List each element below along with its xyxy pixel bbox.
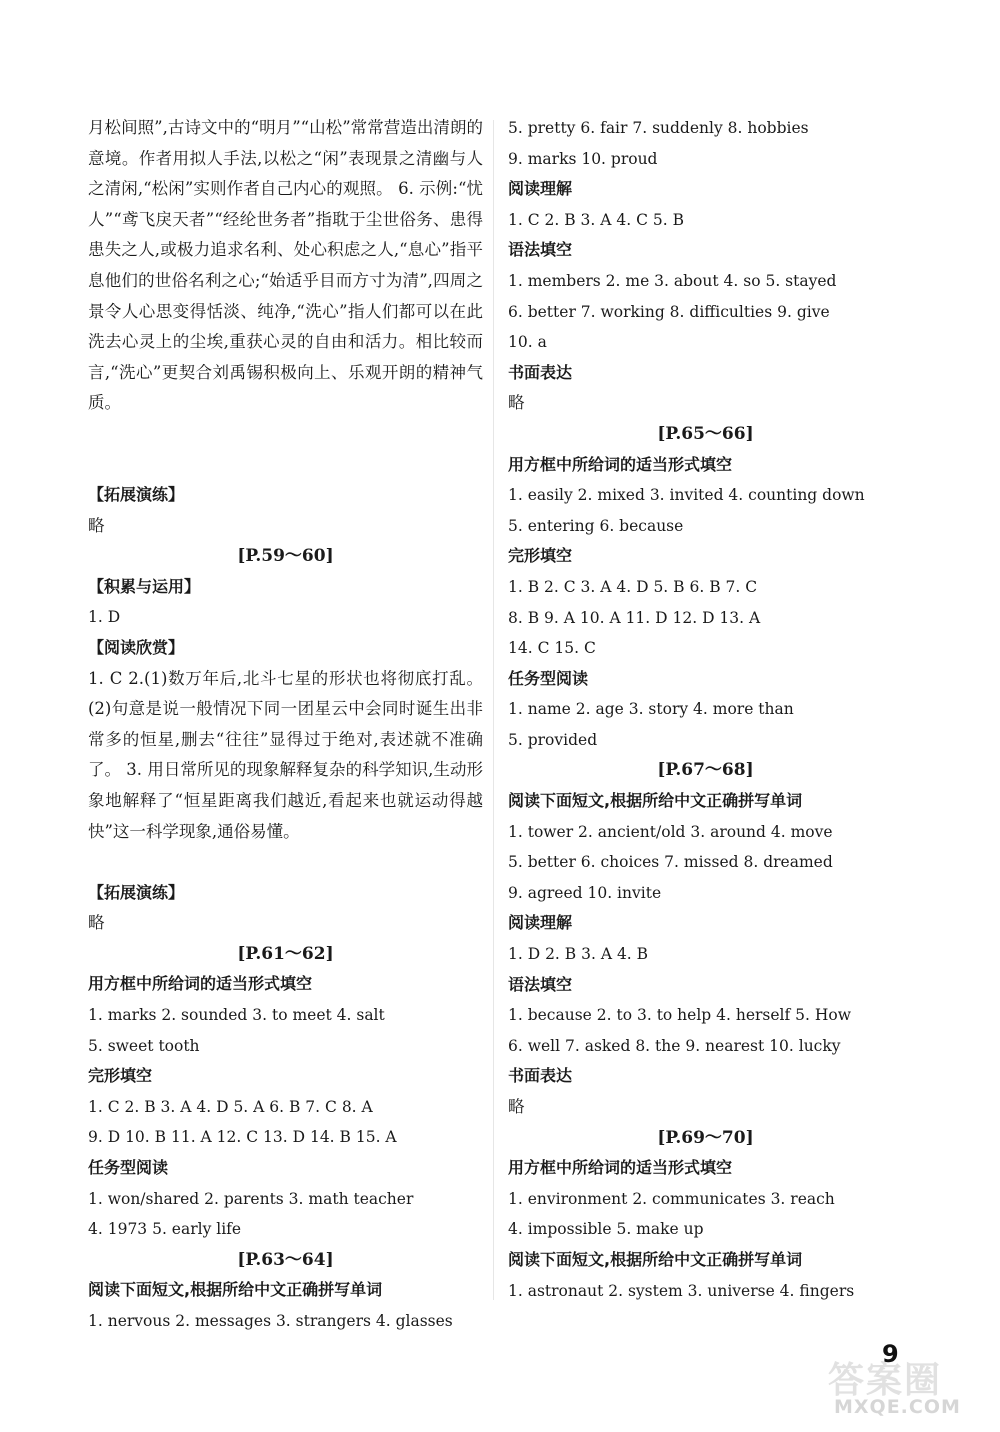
section-heading-spelling: 阅读下面短文,根据所给中文正确拼写单词	[88, 1280, 383, 1300]
section-heading-fill-blank: 用方框中所给词的适当形式填空	[88, 974, 313, 994]
answer-line: 1. C 2. B 3. A 4. D 5. A 6. B 7. C 8. A	[88, 1097, 373, 1116]
answer-line: 14. C 15. C	[508, 639, 596, 658]
page-range-heading: [P.59～60]	[237, 546, 334, 567]
reading-answer-paragraph: 1. C 2.(1)数万年后,北斗七星的形状也将彻底打乱。 (2)句意是说一般情况下同一团星云中会同时诞生出非常多的恒星,删去“往往”显得过于绝对,表述就不准确了。 3. 用日常所见的现象解释复杂的科学知识,生动形象地解释了“恒星距离我们越近,看起来也就运动得越快”这一科学现象,通俗易懂。	[88, 668, 483, 841]
answer-line: 1. nervous 2. messages 3. strangers 4. glasses	[88, 1311, 453, 1330]
answer-line: 6. better 7. working 8. difficulties 9. give	[508, 302, 830, 321]
answer-omitted: 略	[508, 393, 525, 413]
section-heading-spelling: 阅读下面短文,根据所给中文正确拼写单词	[508, 791, 803, 811]
answer-line: 1. C 2. B 3. A 4. C 5. B	[508, 210, 684, 229]
answer-omitted: 略	[88, 913, 105, 933]
answer-line: 5. sweet tooth	[88, 1036, 200, 1055]
answer-line: 1. D	[88, 608, 121, 627]
column-divider	[493, 120, 494, 1300]
watermark-logo-text: 答案圈	[828, 1360, 943, 1401]
section-heading-reading: 阅读理解	[508, 913, 573, 933]
watermark-url-text: MXQE.COM	[834, 1396, 961, 1418]
answer-line: 9. D 10. B 11. A 12. C 13. D 14. B 15. A	[88, 1128, 397, 1147]
section-heading-extension: 【拓展演练】	[88, 882, 185, 902]
answer-omitted: 略	[508, 1097, 525, 1116]
page-range-heading: [P.67～68]	[657, 760, 754, 781]
answer-line: 8. B 9. A 10. A 11. D 12. D 13. A	[508, 608, 761, 627]
section-heading-writing: 书面表达	[508, 1066, 573, 1086]
section-heading-task-reading: 任务型阅读	[88, 1157, 169, 1177]
answer-line: 5. entering 6. because	[508, 516, 684, 535]
section-heading-spelling: 阅读下面短文,根据所给中文正确拼写单词	[508, 1249, 803, 1269]
section-heading-writing: 书面表达	[508, 362, 573, 382]
answer-line: 1. won/shared 2. parents 3. math teacher	[88, 1189, 414, 1208]
answer-line: 1. marks 2. sounded 3. to meet 4. salt	[88, 1005, 385, 1024]
page-range-heading: [P.63～64]	[237, 1249, 334, 1270]
answer-line: 1. astronaut 2. system 3. universe 4. fingers	[508, 1281, 855, 1300]
answer-line: 1. D 2. B 3. A 4. B	[508, 945, 649, 964]
answer-line: 10. a	[508, 333, 547, 352]
page-range-heading: [P.65～66]	[657, 423, 754, 444]
section-heading-reading: 阅读理解	[508, 179, 573, 199]
right-column	[508, 113, 903, 1306]
page-range-heading: [P.61～62]	[237, 943, 334, 964]
section-heading-grammar: 语法填空	[508, 240, 573, 260]
section-heading-fill-blank: 用方框中所给词的适当形式填空	[508, 454, 733, 474]
answer-line: 6. well 7. asked 8. the 9. nearest 10. lucky	[508, 1036, 841, 1055]
answer-line: 4. 1973 5. early life	[88, 1220, 242, 1239]
answer-line: 1. easily 2. mixed 3. invited 4. counting down	[508, 486, 865, 505]
site-watermark	[828, 1352, 992, 1424]
poem-answer-paragraph: 月松间照”,古诗文中的“明月”“山松”常常营造出清朗的意境。作者用拟人手法,以松之“闲”表现景之清幽与人之清闲,“松闲”实则作者自己内心的观照。 6. 示例:“忧人”“鸢飞戾天者”“经纶世务者”指耽于尘世俗务、患得患失之人,或极力追求名利、处心积虑之人,“息心”指平息他们的世俗名利之心;“始适乎目而方寸为清”,四周之景令人心思变得恬淡、纯净,“洗心”指人们都可以在此洗去心灵上的尘埃,重获心灵的自由和活力。相比较而言,“洗心”更契合刘禹锡积极向上、乐观开朗的精神气质。	[88, 118, 483, 413]
answer-line: 1. members 2. me 3. about 4. so 5. stayed	[508, 271, 837, 290]
page-number: 9	[882, 1340, 899, 1368]
answer-line: 9. agreed 10. invite	[508, 883, 662, 902]
section-heading-accumulation: 【积累与运用】	[88, 576, 201, 596]
answer-line: 1. name 2. age 3. story 4. more than	[508, 700, 794, 719]
section-heading-extension: 【拓展演练】	[88, 485, 185, 504]
answer-line: 5. better 6. choices 7. missed 8. dreamed	[508, 853, 833, 872]
left-column	[88, 113, 483, 1336]
answer-line: 9. marks 10. proud	[508, 149, 658, 168]
answer-line: 5. provided	[508, 730, 598, 749]
section-heading-reading-appreciation: 【阅读欣赏】	[88, 637, 185, 657]
section-heading-cloze: 完形填空	[88, 1066, 153, 1086]
answer-omitted: 略	[88, 515, 105, 535]
answer-line: 5. pretty 6. fair 7. suddenly 8. hobbies	[508, 119, 809, 137]
section-heading-cloze: 完形填空	[508, 546, 573, 566]
answer-line: 1. B 2. C 3. A 4. D 5. B 6. B 7. C	[508, 577, 758, 596]
section-heading-grammar: 语法填空	[508, 974, 573, 994]
answer-line: 1. because 2. to 3. to help 4. herself 5. How	[508, 1006, 851, 1025]
section-heading-fill-blank: 用方框中所给词的适当形式填空	[508, 1158, 733, 1178]
section-heading-task-reading: 任务型阅读	[508, 668, 589, 688]
answer-line: 1. tower 2. ancient/old 3. around 4. move	[508, 822, 833, 841]
answer-line: 1. environment 2. communicates 3. reach	[508, 1189, 835, 1208]
answer-line: 4. impossible 5. make up	[508, 1220, 704, 1239]
page-range-heading: [P.69～70]	[657, 1127, 754, 1148]
